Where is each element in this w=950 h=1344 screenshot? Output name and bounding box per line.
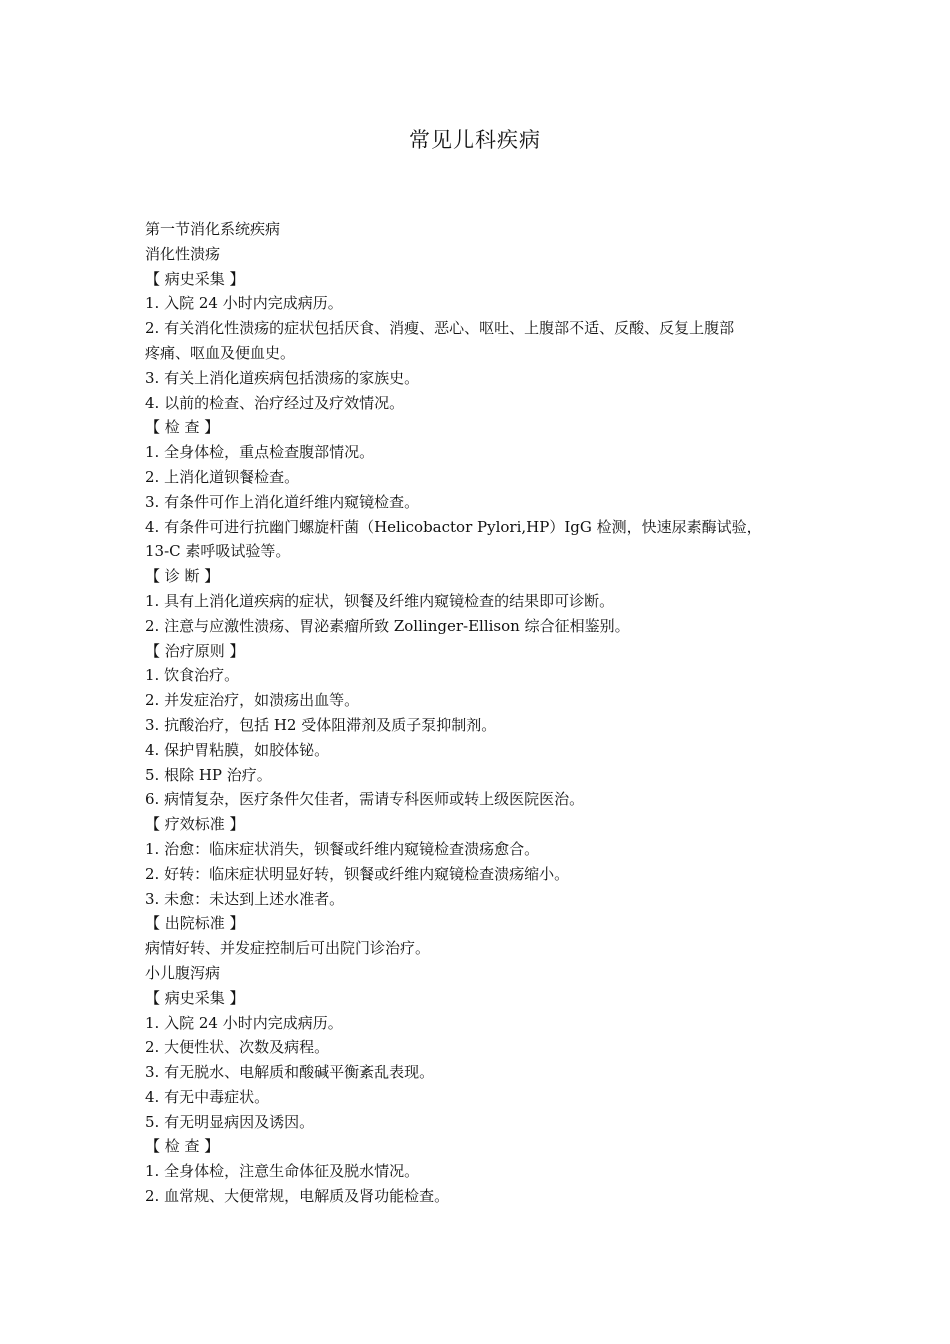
list-item: 4. 保护胃粘膜，如胶体铋。 <box>145 740 330 759</box>
list-item: 2. 上消化道钡餐检查。 <box>145 467 300 486</box>
list-item: 1. 饮食治疗。 <box>145 666 240 685</box>
list-item: 1. 全身体检，重点检查腹部情况。 <box>145 443 375 462</box>
list-item: 1. 具有上消化道疾病的症状，钡餐及纤维内窥镜检查的结果即可诊断。 <box>145 591 615 610</box>
list-item: 5. 根除 HP 治疗。 <box>145 765 272 784</box>
list-item-continuation: 疼痛、呕血及便血史。 <box>145 343 296 362</box>
list-item: 3. 有条件可作上消化道纤维内窥镜检查。 <box>145 492 420 511</box>
list-item: 6. 病情复杂，医疗条件欠佳者，需请专科医师或转上级医院医治。 <box>145 790 585 809</box>
disease-title: 小儿腹泻病 <box>145 963 221 982</box>
section-heading: 第一节消化系统疾病 <box>145 220 281 238</box>
list-item-continuation: 13-C 素呼吸试验等。 <box>145 542 291 561</box>
document-title: 常见儿科疾病 <box>409 128 541 152</box>
list-item: 3. 有关上消化道疾病包括溃疡的家族史。 <box>145 368 420 387</box>
subsection-heading: 【 检 查 】 <box>145 418 220 437</box>
list-item: 2. 并发症治疗，如溃疡出血等。 <box>145 691 360 710</box>
subsection-heading: 【 诊 断 】 <box>145 567 220 586</box>
list-item: 2. 有关消化性溃疡的症状包括厌食、消瘦、恶心、呕吐、上腹部不适、反酸、反复上腹部 <box>145 319 735 338</box>
document-body <box>145 217 825 1209</box>
list-item: 2. 注意与应激性溃疡、胃泌素瘤所致 Zollinger-Ellison 综合征相鉴别。 <box>145 616 630 635</box>
list-item: 4. 有无中毒症状。 <box>145 1087 270 1106</box>
disease-title: 消化性溃疡 <box>145 244 221 263</box>
subsection-heading: 【 检 查 】 <box>145 1137 220 1156</box>
subsection-heading: 【 病史采集 】 <box>145 269 245 288</box>
subsection-heading: 【 出院标准 】 <box>145 914 245 933</box>
list-item: 2. 血常规、大便常规，电解质及肾功能检查。 <box>145 1187 450 1206</box>
list-item: 3. 未愈：未达到上述水准者。 <box>145 889 345 908</box>
list-item: 1. 入院 24 小时内完成病历。 <box>145 294 343 313</box>
subsection-heading: 【 疗效标准 】 <box>145 815 245 834</box>
paragraph: 病情好转、并发症控制后可出院门诊治疗。 <box>145 939 431 958</box>
list-item: 3. 抗酸治疗，包括 H2 受体阻滞剂及质子泵抑制剂。 <box>145 715 497 734</box>
list-item: 1. 治愈：临床症状消失，钡餐或纤维内窥镜检查溃疡愈合。 <box>145 839 540 858</box>
subsection-heading: 【 病史采集 】 <box>145 988 245 1007</box>
list-item: 3. 有无脱水、电解质和酸碱平衡紊乱表现。 <box>145 1063 435 1082</box>
list-item: 1. 入院 24 小时内完成病历。 <box>145 1013 343 1032</box>
list-item: 4. 以前的检查、治疗经过及疗效情况。 <box>145 393 405 412</box>
list-item: 5. 有无明显病因及诱因。 <box>145 1112 315 1131</box>
list-item: 2. 好转：临床症状明显好转，钡餐或纤维内窥镜检查溃疡缩小。 <box>145 864 570 883</box>
list-item: 4. 有条件可进行抗幽门螺旋杆菌（Helicobactor Pylori,HP）IgG 检测，快速尿素酶试验， <box>145 517 762 536</box>
subsection-heading: 【 治疗原则 】 <box>145 641 245 660</box>
list-item: 2. 大便性状、次数及病程。 <box>145 1038 330 1057</box>
list-item: 1. 全身体检，注意生命体征及脱水情况。 <box>145 1162 420 1181</box>
